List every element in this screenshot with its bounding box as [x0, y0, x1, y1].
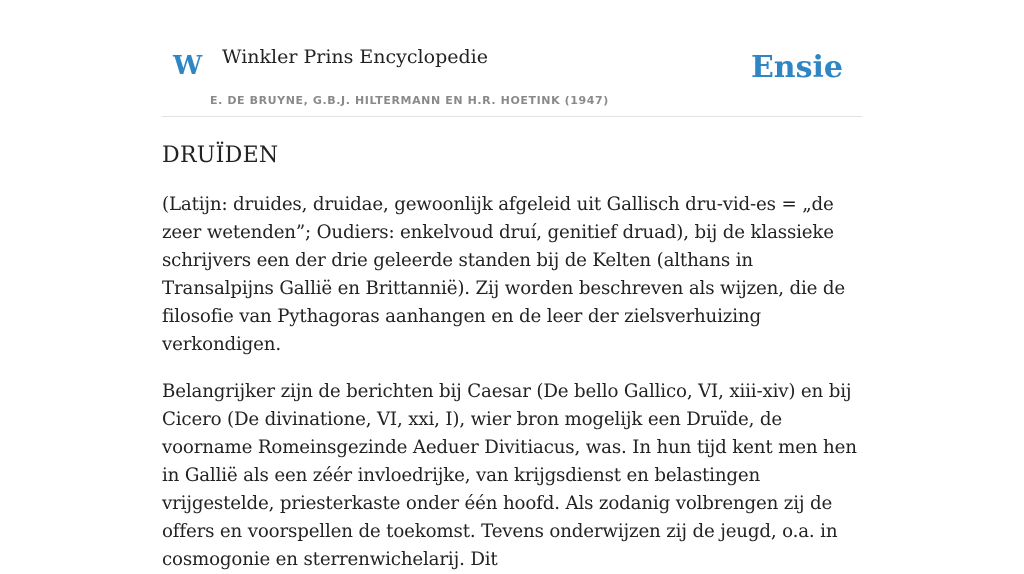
source-title[interactable]: Winkler Prins Encyclopedie: [222, 46, 488, 68]
article-title: DRUÏDEN: [162, 143, 279, 168]
winkler-prins-logo[interactable]: W: [173, 51, 203, 81]
page-container: [162, 0, 862, 574]
source-header: [162, 0, 862, 117]
article-paragraph-2: Belangrijker zijn de berichten bij Caesar (De bello Gallico, VI, xiii-xiv) en bij Cicero (De divinatione, VI, xxi, I), wier bron mogelijk een Druïde, de voorname Romeinsgezinde Aeduer Divitiacus, was. In hun tijd kent men hen in Gallië als een zéér invloedrijke, van krijgsdienst en belastingen vrijgestelde, priesterkaste onder één hoofd. Als zodanig volbrengen zij de offers en voorspellen de toekomst. Tevens onderwijzen zij de jeugd, o.a. in cosmogonie en sterrenwichelarij. Dit: [162, 381, 857, 571]
source-authors: E. DE BRUYNE, G.B.J. HILTERMANN EN H.R. HOETINK (1947): [210, 94, 609, 107]
ensie-logo[interactable]: Ensie: [750, 50, 843, 85]
article-paragraph-1: (Latijn: druides, druidae, gewoonlijk afgeleid uit Gallisch dru-vid-es = „de zeer wetenden”; Oudiers: enkelvoud druí, genitief druad), bij de klassieke schrijvers een der drie geleerde standen bij de Kelten (althans in Transalpijns Gallië en Brittannië). Zij worden beschreven als wijzen, die de filosofie van Pythagoras aanhangen en de leer der zielsverhuizing verkondigen.: [162, 194, 845, 356]
